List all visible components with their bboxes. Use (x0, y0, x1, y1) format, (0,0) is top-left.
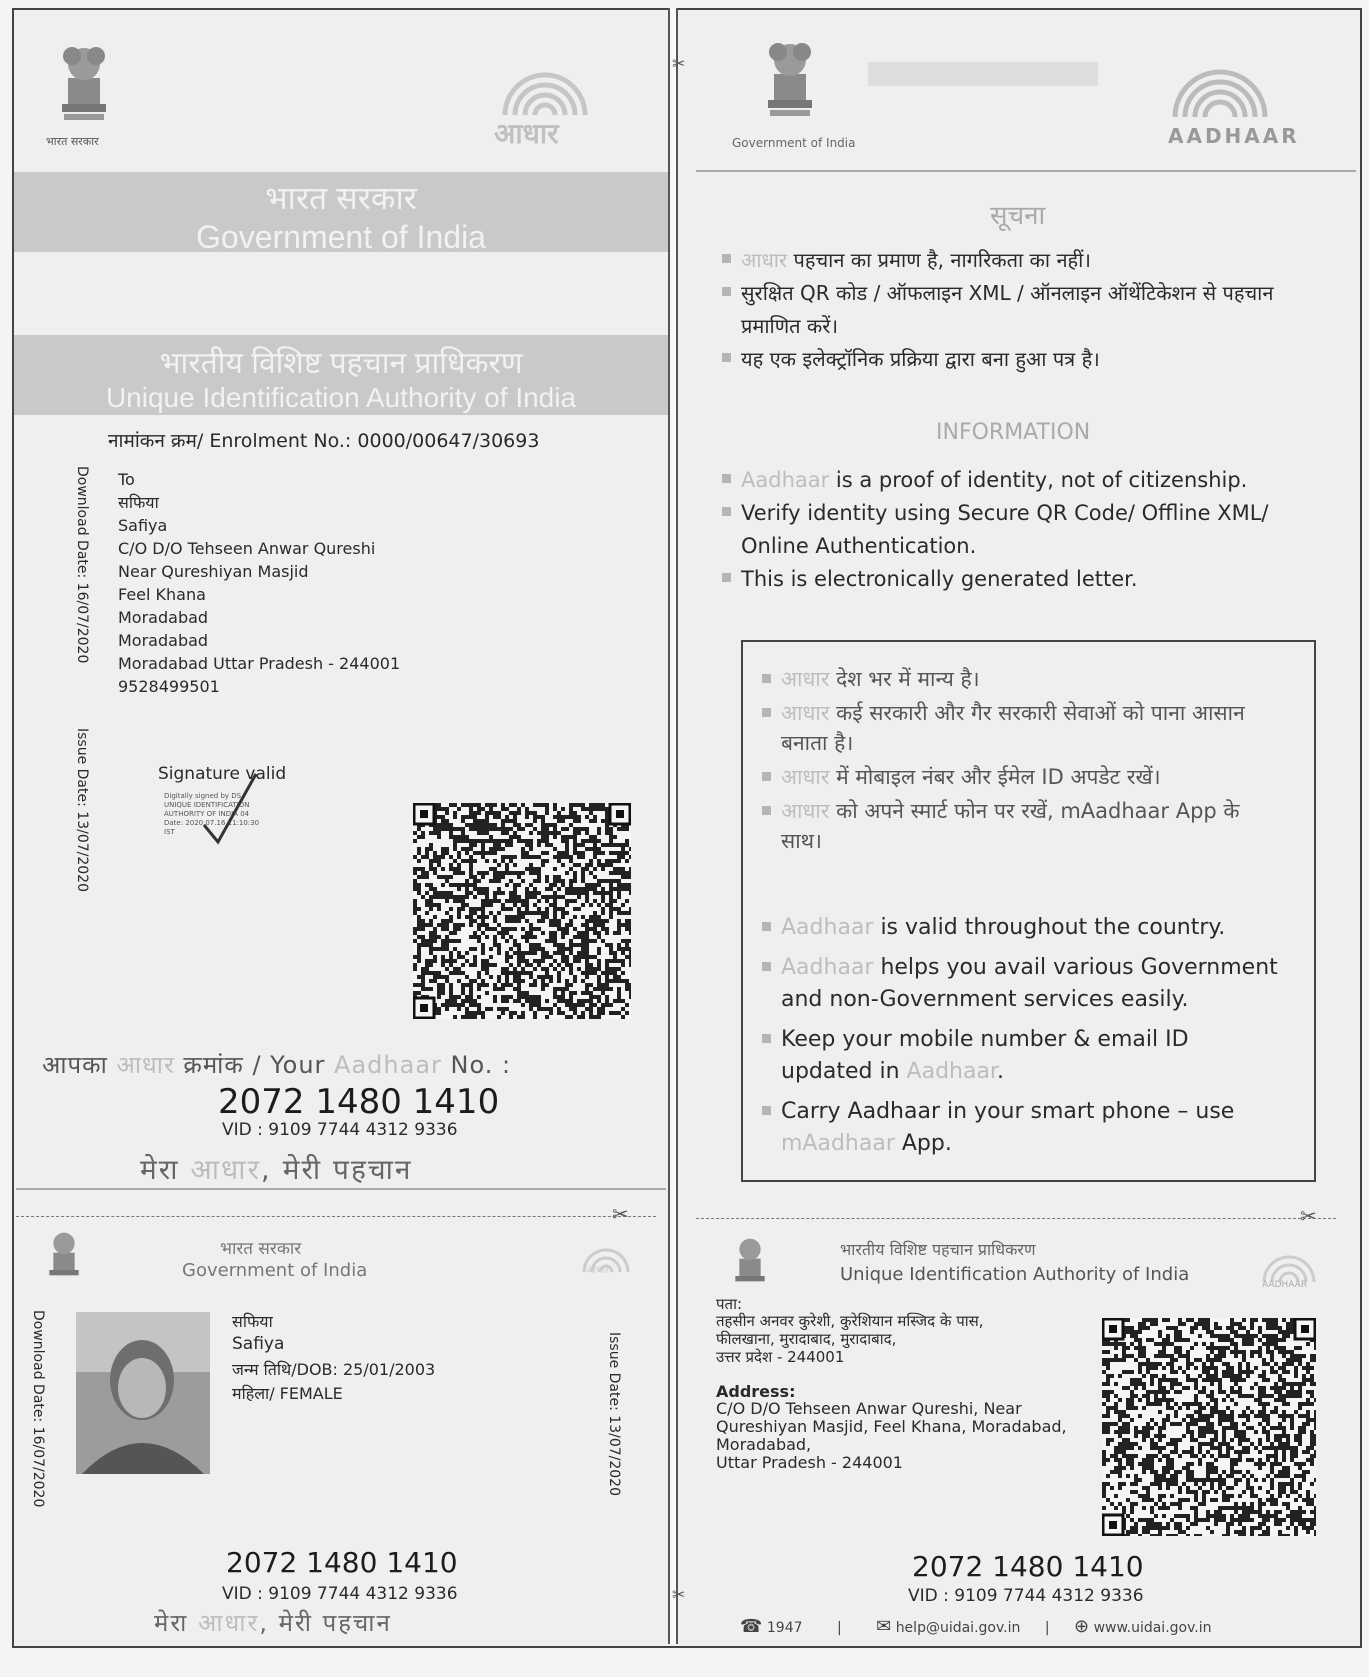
bullet-icon (762, 1106, 771, 1115)
bullet-text: Carry Aadhaar in your smart phone – use mAadhaar App. (781, 1099, 1235, 1156)
faded-word: आधार (741, 248, 788, 272)
card-address-en-label: Address: (716, 1382, 796, 1401)
faded-word: Aadhaar (781, 955, 874, 980)
info-item (722, 497, 1342, 563)
address-en-line: Qureshiyan Masjid, Feel Khana, Moradabad, (716, 1417, 1067, 1436)
information-title: INFORMATION (936, 420, 1091, 445)
bullet-icon (722, 287, 731, 296)
bullet-text: Verify identity using Secure QR Code/ Offline XML/ Online Authentication. (741, 501, 1269, 558)
signature-detail-line: IST (164, 828, 175, 836)
bullet-text: आधार में मोबाइल नंबर और ईमेल ID अपडेट रखें। (781, 765, 1161, 789)
emblem-caption: भारत सरकार (46, 135, 99, 148)
info-item (722, 464, 1342, 497)
separator: | (1044, 1620, 1050, 1636)
bullet-icon (762, 1034, 771, 1043)
qr-code-icon (1102, 1318, 1316, 1536)
footer (740, 1616, 1212, 1637)
slogan (140, 1150, 412, 1188)
card-aadhaar-number: 2072 1480 1410 (226, 1546, 458, 1579)
card-logo-text: AADHAAR (1262, 1280, 1308, 1290)
signature-label: Signature valid (158, 764, 287, 784)
phone-icon: ☎ (740, 1616, 763, 1637)
bullet-icon (722, 507, 731, 516)
bullet-icon (762, 962, 771, 971)
ashoka-emblem-icon (730, 1232, 770, 1292)
faded-word: आधार (781, 799, 830, 823)
card-name-en: Safiya (232, 1334, 285, 1354)
bullet-icon (762, 922, 771, 931)
box-en-item (762, 912, 1282, 944)
faded-word: आधार (781, 701, 830, 725)
bullet-text: यह एक इलेक्ट्रॉनिक प्रक्रिया द्वारा बना हुआ पत्र है। (741, 347, 1100, 371)
your-aadhaar-no-label (42, 1048, 511, 1081)
box-hi-item (762, 698, 1282, 758)
enrolment-label: नामांकन क्रम/ Enrolment No.: (108, 430, 352, 452)
card-gender: महिला/ FEMALE (232, 1384, 343, 1403)
signature-detail-line: Digitally signed by DS (164, 792, 242, 800)
bullet-icon (722, 474, 731, 483)
card-dob: जन्म तिथि/DOB: 25/01/2003 (232, 1360, 436, 1379)
bullet-icon (762, 806, 771, 815)
address-line: To (118, 470, 135, 489)
bullet-icon (722, 573, 731, 582)
label-faded: Aadhaar (334, 1051, 442, 1079)
info-item (722, 563, 1342, 596)
slogan-faded: आधार (190, 1153, 261, 1186)
notice-title: सूचना (990, 201, 1046, 231)
address-line: C/O D/O Tehseen Anwar Qureshi (118, 539, 376, 558)
cut-line-right (696, 1218, 1336, 1219)
address-en-line: C/O D/O Tehseen Anwar Qureshi, Near (716, 1399, 1022, 1418)
signature-detail-line: AUTHORITY OF INDIA 04 (164, 810, 250, 818)
card-issue-date-vertical: Issue Date: 13/07/2020 (606, 1332, 622, 1496)
divider (696, 170, 1356, 172)
signature-detail-line: UNIQUE IDENTIFICATION (164, 801, 250, 809)
notice-hindi-list (722, 244, 1282, 376)
box-en-item (762, 1096, 1282, 1160)
card-uidai-hi: भारतीय विशिष्ट पहचान प्राधिकरण (840, 1240, 1036, 1259)
bullet-text: Aadhaar helps you avail various Government and non-Government services easily. (781, 955, 1278, 1012)
slogan-part: मेरा (140, 1153, 191, 1186)
slogan-part: , मेरी पहचान (259, 1609, 392, 1637)
separator: | (836, 1620, 842, 1636)
label-part: क्रमांक / Your (174, 1051, 335, 1079)
faded-word: Aadhaar (906, 1059, 997, 1084)
uidai-banner (14, 335, 668, 415)
card-gov-hi: भारत सरकार (220, 1239, 302, 1259)
address-line: Feel Khana (118, 585, 206, 604)
card-name-hi: सफिया (232, 1312, 273, 1331)
address-en-line: Uttar Pradesh - 244001 (716, 1453, 903, 1472)
information-english-list (722, 464, 1342, 596)
address-hi-line: तहसीन अनवर कुरेशी, कुरेशियान मस्जिद के पास, (716, 1312, 984, 1330)
info-box-hindi-list (762, 664, 1282, 860)
faded-word: mAadhaar (781, 1131, 895, 1156)
aadhaar-logo-text: AADHAAR (1168, 124, 1300, 148)
bullet-icon (762, 708, 771, 717)
card-slogan (154, 1606, 392, 1639)
label-part: No. : (441, 1051, 512, 1079)
fold-line (668, 8, 678, 1644)
gov-banner (14, 172, 668, 255)
uidai-banner-hi: भारतीय विशिष्ट पहचान प्राधिकरण (159, 347, 523, 380)
card-vid: VID : 9109 7744 4312 9336 (908, 1586, 1144, 1606)
faded-word: Aadhaar (781, 915, 874, 940)
globe-icon: ⊕ (1074, 1616, 1090, 1637)
card-address-hi (716, 1312, 984, 1366)
address-line: 9528499501 (118, 677, 220, 696)
emblem-caption: Government of India (732, 136, 856, 150)
signature-detail-line: Date: 2020.07.16 11:10:30 (164, 819, 260, 827)
cut-line-left (16, 1216, 656, 1217)
card-logo-text: आधार (586, 1265, 610, 1276)
label-part: आपका (42, 1051, 117, 1079)
scissors-icon: ✂ (672, 1585, 686, 1604)
notice-item (722, 277, 1282, 343)
aadhaar-logo-icon (1160, 52, 1280, 122)
address-line: Safiya (118, 516, 168, 535)
card-download-date-vertical: Download Date: 16/07/2020 (30, 1310, 46, 1508)
download-date-vertical: Download Date: 16/07/2020 (74, 466, 90, 664)
enrolment-number: 0000/00647/30693 (357, 430, 540, 452)
address-line: Moradabad (118, 608, 209, 627)
box-hi-item (762, 762, 1282, 792)
bullet-text: सुरक्षित QR कोड / ऑफलाइन XML / ऑनलाइन ऑथेंटिकेशन से पहचान प्रमाणित करें। (741, 281, 1274, 338)
gov-banner-hi: भारत सरकार (265, 180, 417, 216)
bullet-text: This is electronically generated letter. (741, 567, 1138, 591)
bullet-text: आधार देश भर में मान्य है। (781, 667, 980, 691)
scissors-icon: ✂ (612, 1202, 629, 1226)
signature-check-icon (200, 770, 260, 850)
address-line: सफिया (118, 493, 159, 512)
card-vid: VID : 9109 7744 4312 9336 (222, 1584, 458, 1604)
bullet-icon (722, 353, 731, 362)
gov-banner-en: Government of India (196, 219, 486, 255)
bullet-text: आधार पहचान का प्रमाण है, नागरिकता का नहीं। (741, 248, 1091, 272)
enrolment-line (108, 427, 539, 453)
scissors-icon: ✂ (1300, 1204, 1317, 1228)
bullet-text: Keep your mobile number & email ID updated in Aadhaar. (781, 1027, 1189, 1084)
bullet-text: आधार कई सरकारी और गैर सरकारी सेवाओं को पाना आसान बनाता है। (781, 701, 1245, 755)
scissors-icon: ✂ (672, 54, 686, 73)
bullet-text: आधार को अपने स्मार्ट फोन पर रखें, mAadhaar App के साथ। (781, 799, 1240, 853)
faded-word: आधार (781, 667, 830, 691)
label-faded: आधार (116, 1051, 175, 1079)
aadhaar-number: 2072 1480 1410 (218, 1082, 500, 1122)
address-hi-line: उत्तर प्रदेश - 244001 (716, 1348, 845, 1366)
bullet-icon (762, 772, 771, 781)
bullet-text: Aadhaar is a proof of identity, not of citizenship. (741, 468, 1248, 492)
card-address-hi-label: पता: (716, 1295, 743, 1313)
aadhaar-logo-icon (490, 50, 600, 120)
ashoka-emblem-icon (54, 38, 114, 128)
bullet-icon (762, 674, 771, 683)
vid-number: VID : 9109 7744 4312 9336 (222, 1120, 458, 1140)
recipient-address (118, 468, 400, 698)
card-uidai-en: Unique Identification Authority of India (840, 1264, 1190, 1285)
holder-photo (76, 1312, 210, 1474)
address-line: Moradabad (118, 631, 209, 650)
box-hi-item (762, 796, 1282, 856)
info-box-english-list (762, 912, 1282, 1168)
uidai-banner-en: Unique Identification Authority of India (105, 382, 577, 413)
bullet-text: Aadhaar is valid throughout the country. (781, 915, 1226, 940)
box-hi-item (762, 664, 1282, 694)
ashoka-emblem-icon (760, 34, 820, 124)
bullet-icon (722, 254, 731, 263)
divider (16, 1188, 666, 1190)
address-hi-line: फीलखाना, मुरादाबाद, मुरादाबाद, (716, 1330, 897, 1348)
card-gov-en: Government of India (182, 1260, 368, 1281)
ashoka-emblem-icon (44, 1226, 84, 1286)
notice-item (722, 244, 1282, 277)
header-shade (868, 62, 1098, 86)
box-en-item (762, 1024, 1282, 1088)
address-en-line: Moradabad, (716, 1435, 812, 1454)
address-line: Near Qureshiyan Masjid (118, 562, 309, 581)
footer-email: help@uidai.gov.in (895, 1620, 1021, 1636)
footer-web: www.uidai.gov.in (1093, 1620, 1212, 1636)
faded-word: आधार (781, 765, 830, 789)
box-en-item (762, 952, 1282, 1016)
faded-word: Aadhaar (741, 468, 830, 492)
slogan-faded: आधार (198, 1609, 260, 1637)
card-aadhaar-number: 2072 1480 1410 (912, 1550, 1144, 1583)
address-line: Moradabad Uttar Pradesh - 244001 (118, 654, 401, 673)
qr-code-icon (413, 803, 631, 1019)
notice-item (722, 343, 1282, 376)
slogan-part: , मेरी पहचान (260, 1153, 413, 1186)
card-address-en (716, 1400, 1067, 1472)
slogan-part: मेरा (154, 1609, 199, 1637)
aadhaar-logo-text: आधार (494, 117, 559, 150)
issue-date-vertical: Issue Date: 13/07/2020 (74, 728, 90, 892)
footer-phone: 1947 (766, 1620, 803, 1636)
email-icon: ✉ (876, 1616, 892, 1637)
